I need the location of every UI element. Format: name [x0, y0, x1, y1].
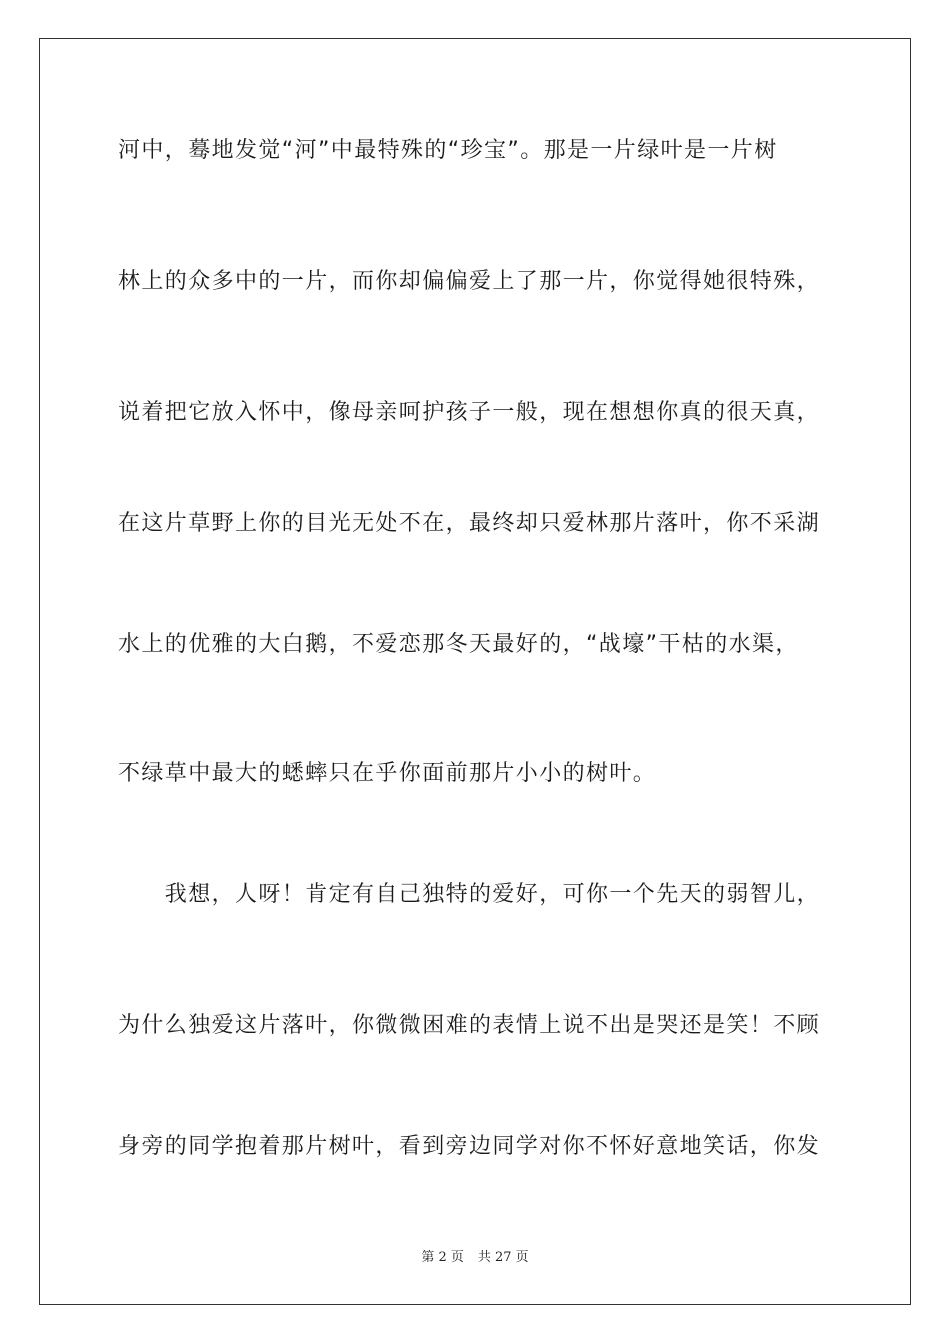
text-line: 河中，蓦地发觉“河”中最特殊的“珍宝”。那是一片绿叶是一片树 — [118, 138, 778, 163]
text-line: 身旁的同学抱着那片树叶，看到旁边同学对你不怀好意地笑话，你发 — [118, 1134, 821, 1159]
paragraph-start-line: 我想，人呀！肯定有自己独特的爱好，可你一个先天的弱智儿， — [118, 882, 821, 907]
page-border — [39, 38, 911, 1305]
page-number: 第 2 页 — [421, 1250, 464, 1265]
text-line: 说着把它放入怀中，像母亲呵护孩子一般，现在想想你真的很天真， — [118, 400, 821, 425]
text-line: 水上的优雅的大白鹅，不爱恋那冬天最好的，“战壕”干枯的水渠， — [118, 632, 799, 657]
page-footer — [0, 1246, 950, 1265]
total-pages: 共 27 页 — [477, 1250, 529, 1265]
text-line: 为什么独爱这片落叶，你微微困难的表情上说不出是哭还是笑！不顾 — [118, 1013, 821, 1038]
text-line: 在这片草野上你的目光无处不在，最终却只爱林那片落叶，你不采湖 — [118, 511, 821, 536]
text-line: 不绿草中最大的蟋蟀只在乎你面前那片小小的树叶。 — [118, 761, 657, 786]
text-line: 林上的众多中的一片，而你却偏偏爱上了那一片，你觉得她很特殊， — [118, 269, 821, 294]
